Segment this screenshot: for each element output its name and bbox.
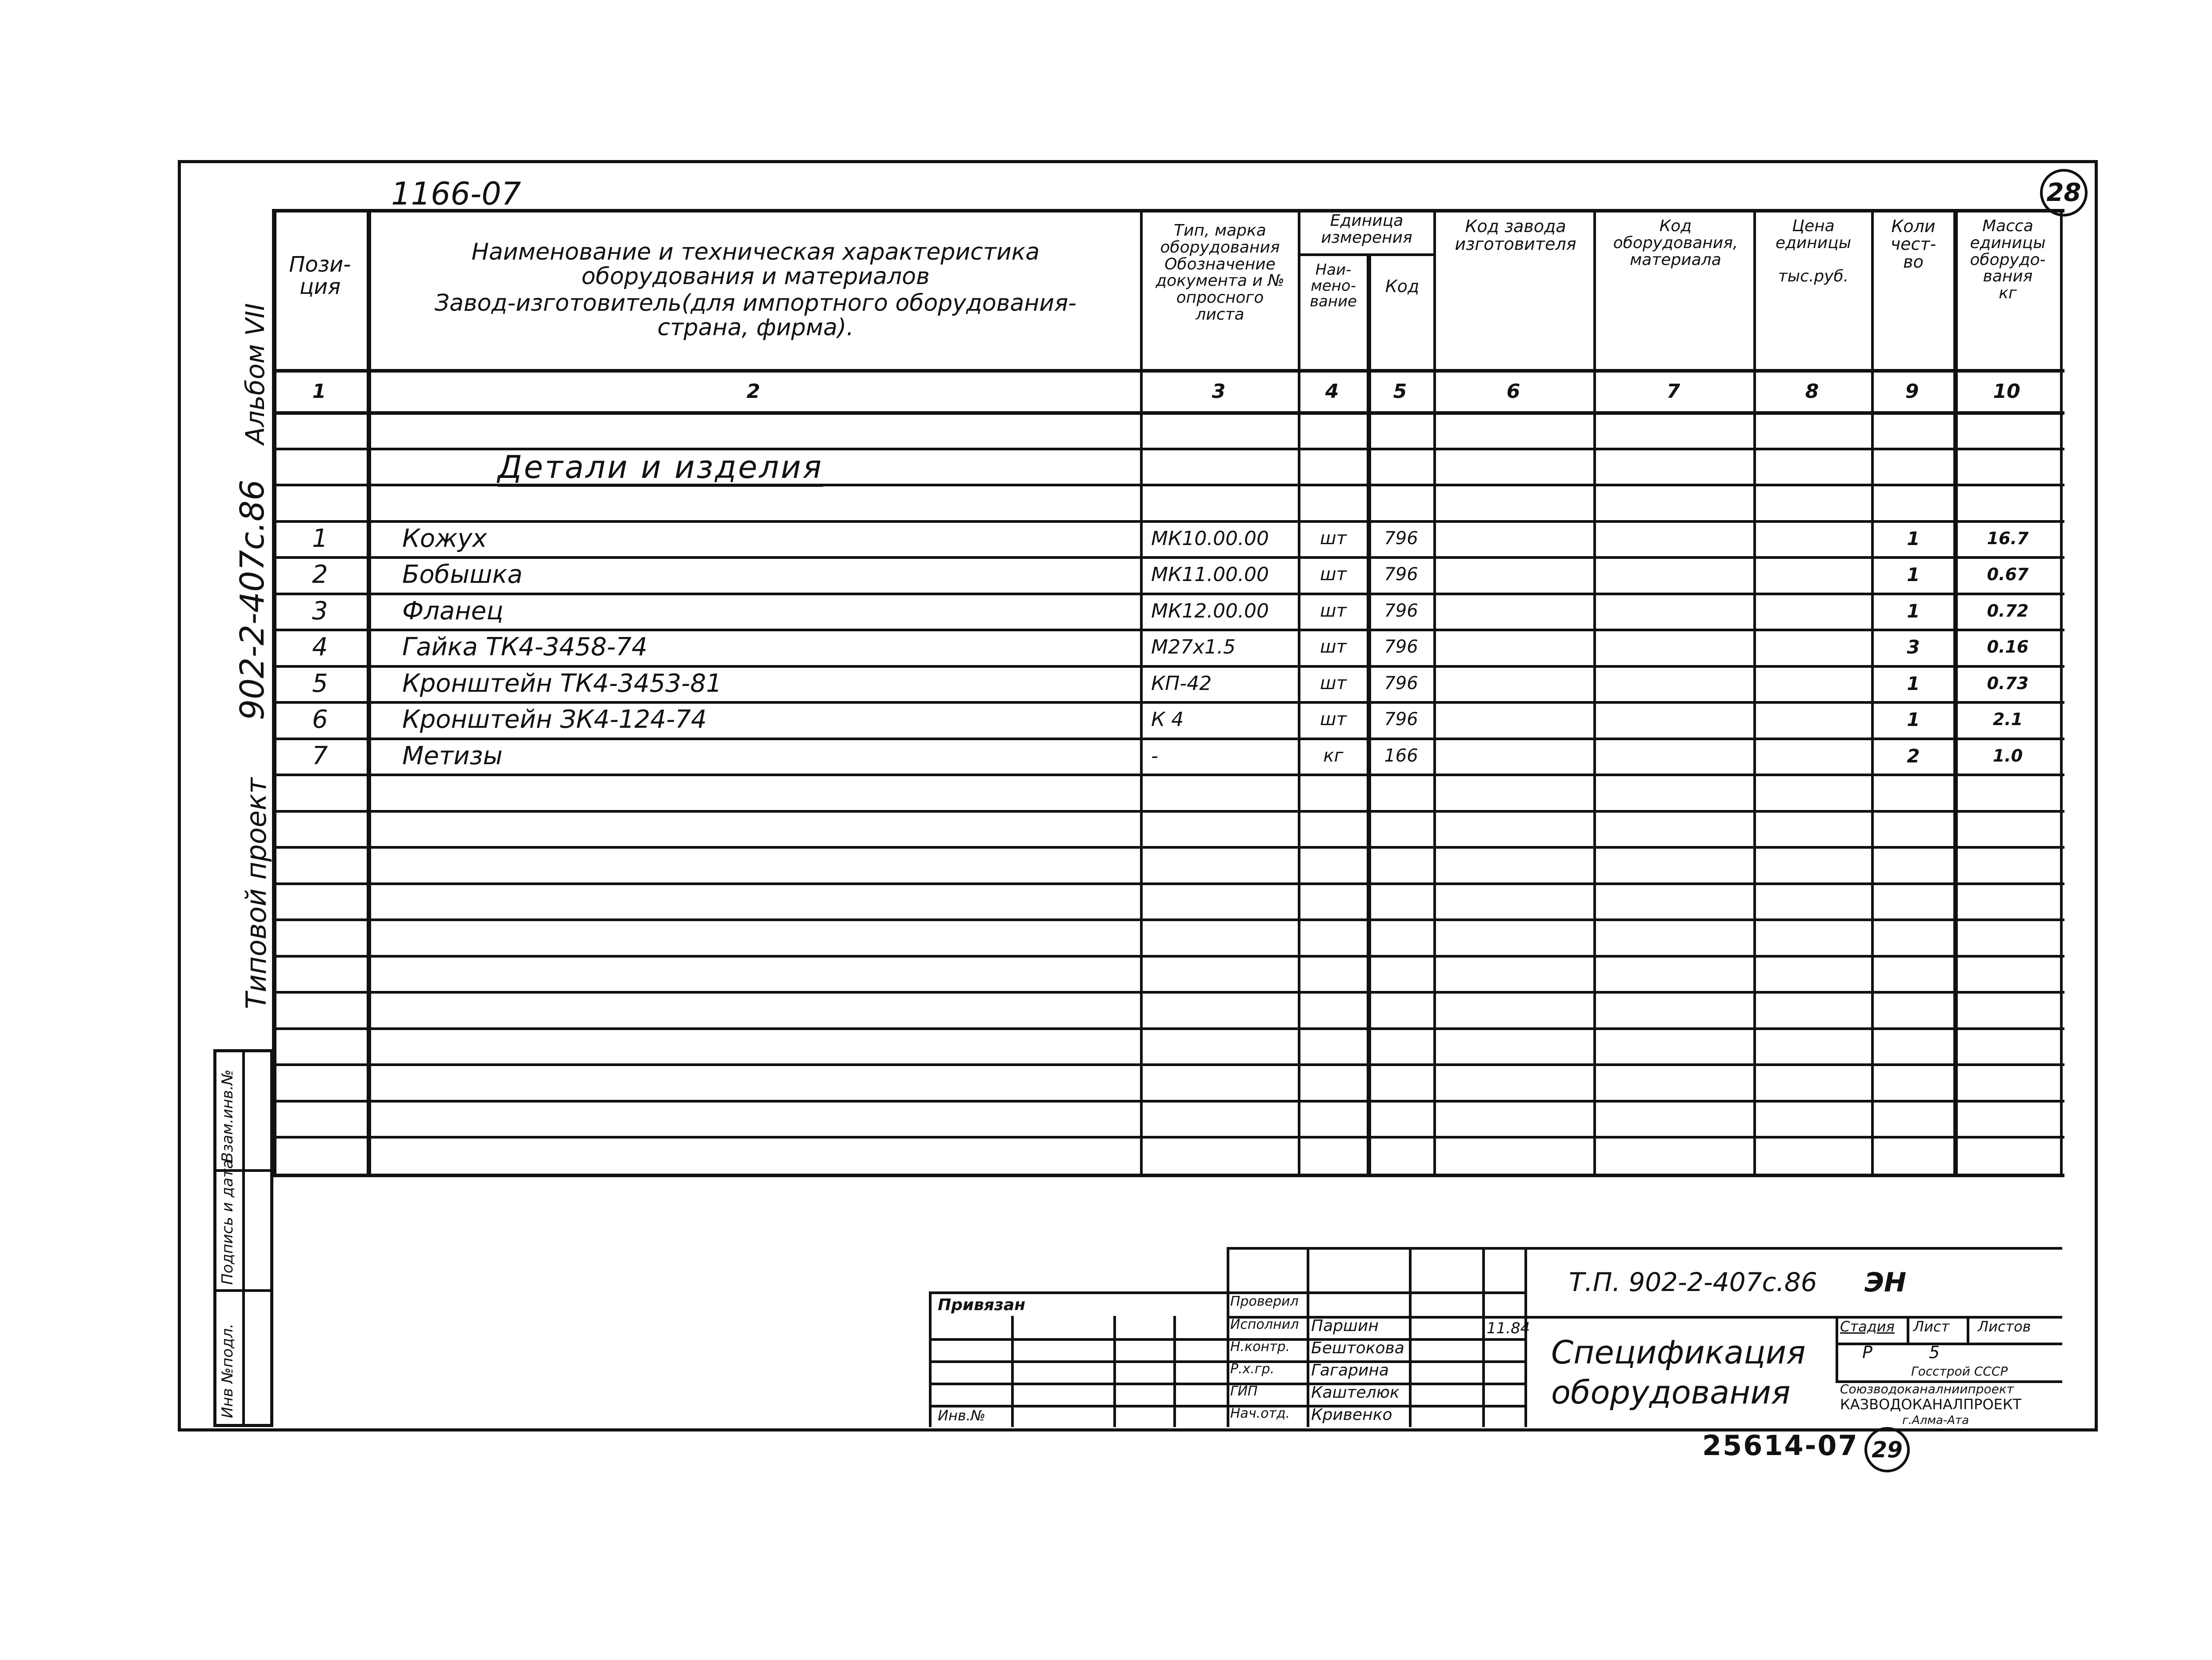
column-number: 4 [1325,380,1339,403]
sheet-mark-top: 1166-07 [391,176,521,212]
sheet-value: 5 [1929,1343,1940,1362]
row-3-qty: 1 [1907,600,1920,622]
role-label: Нач.отд. [1230,1406,1290,1421]
header-type: Тип, марка оборудования Обозначение документа и № опросного листа [1156,221,1284,324]
row-6-name: Кронштейн ЗК4-124-74 [402,705,707,734]
inv-label: Инв.№ [938,1407,986,1424]
row-7-pos: 7 [312,741,328,770]
row-3-mass: 0.72 [1987,601,2029,621]
row-7-code: 166 [1384,746,1418,766]
side-stamp-replacement: Взам.инв.№ [219,1069,236,1163]
bottom-page-circle: 29 [1864,1427,1910,1472]
header-name [373,240,1138,340]
header-name-line4: страна, фирма). [657,314,854,341]
role-label: ГИП [1230,1383,1258,1399]
row-3-code: 796 [1384,601,1418,621]
row-7-type: - [1151,744,1158,767]
row-5-code: 796 [1384,673,1418,694]
stage-value: Р [1862,1343,1872,1362]
row-7-mass: 1.0 [1992,746,2023,766]
row-7-unit: кг [1323,746,1344,766]
row-2-type: МК11.00.00 [1151,563,1269,586]
side-stamp-inv: Инв №подл. [219,1323,236,1418]
row-1-code: 796 [1384,528,1418,549]
row-1-type: МК10.00.00 [1151,527,1269,550]
column-number: 1 [312,380,326,403]
row-2-qty: 1 [1907,563,1920,585]
row-2-name: Бобышка [402,560,523,589]
header-mass: Масса единицы оборудо- вания кг [1970,217,2046,303]
archive-number: 25614-07 [1702,1429,1859,1462]
row-2-unit: шт [1320,564,1347,585]
header-name-line1: Наименование и техническая характеристика [471,239,1040,265]
row-6-mass: 2.1 [1992,710,2023,729]
column-number: 7 [1666,380,1680,403]
column-number: 8 [1805,380,1819,403]
approval-date: 11.84 [1487,1319,1530,1337]
binding-label: Привязан [938,1296,1026,1314]
row-4-code: 796 [1384,637,1418,657]
project-code: Т.П. 902-2-407с.86 [1569,1267,1817,1297]
row-3-pos: 3 [312,596,328,626]
row-6-code: 796 [1384,709,1418,730]
header-quantity: Коли чест- во [1890,217,1936,272]
role-name: Кривенко [1311,1406,1392,1424]
org-line2: Союзводоканалниипроект [1840,1382,2014,1396]
sheets-label: Листов [1978,1318,2031,1335]
section-mark: ЭН [1864,1267,1907,1298]
row-5-mass: 0.73 [1987,674,2029,693]
header-name-line2: оборудования и материалов [581,263,930,290]
row-6-type: К 4 [1151,708,1184,731]
row-4-qty: 3 [1907,636,1920,658]
row-5-name: Кронштейн ТК4-3453-81 [402,669,722,698]
role-label: Проверил [1230,1294,1299,1309]
role-name: Гагарина [1311,1361,1389,1379]
row-4-type: М27х1.5 [1151,635,1236,658]
column-number: 6 [1506,380,1520,403]
row-2-pos: 2 [312,560,328,589]
row-7-name: Метизы [402,741,503,770]
header-name-line3: Завод-изготовитель(для импортного оборудования- [434,290,1077,317]
row-4-unit: шт [1320,637,1347,657]
row-1-qty: 1 [1907,527,1920,549]
sheet-label: Лист [1913,1318,1950,1335]
row-5-qty: 1 [1907,672,1920,694]
row-6-unit: шт [1320,709,1347,730]
role-name: Паршин [1311,1317,1379,1335]
header-factory-code: Код завода изготовителя [1455,217,1576,254]
org-line1: Госстрой СССР [1911,1364,2008,1379]
row-5-type: КП-42 [1151,672,1212,695]
row-1-name: Кожух [402,524,487,553]
column-number: 5 [1393,380,1407,403]
role-label: Р.х.гр. [1230,1361,1275,1377]
row-6-pos: 6 [312,705,328,734]
sheet-title-line1: Спецификация [1551,1334,1806,1371]
role-label: Н.контр. [1230,1339,1290,1355]
header-price: Цена единицы тыс.руб. [1775,217,1852,286]
header-position: Пози- ция [289,252,351,300]
row-4-pos: 4 [312,632,328,662]
org-line3: КАЗВОДОКАНАЛПРОЕКТ [1840,1396,2022,1413]
row-1-unit: шт [1320,528,1347,549]
header-unit-group: Единица измерения [1321,212,1412,247]
row-5-pos: 5 [312,669,328,698]
drawing-frame [178,160,2098,1431]
header-unit-name: Наи- мено- вание [1309,261,1357,311]
row-1-pos: 1 [312,524,328,553]
header-equipment-code: Код оборудования, материала [1613,217,1738,269]
column-number: 10 [1993,380,2020,403]
row-3-unit: шт [1320,601,1347,621]
role-name: Каштелюк [1311,1383,1400,1402]
row-4-name: Гайка ТК4-3458-74 [402,632,648,662]
row-3-name: Фланец [402,596,504,626]
row-2-code: 796 [1384,564,1418,585]
org-line4: г.Алма-Ата [1902,1414,1969,1427]
column-number: 2 [746,380,760,403]
row-2-mass: 0.67 [1987,565,2029,584]
row-4-mass: 0.16 [1987,637,2029,657]
column-number: 9 [1905,380,1919,403]
role-label: Исполнил [1230,1317,1299,1332]
stage-label: Стадия [1840,1318,1895,1335]
side-stamp-signature: Подпись и дата [219,1159,236,1285]
margin-typical-project: Типовой проект [240,778,272,1009]
sheet-title-line2: оборудования [1551,1374,1791,1411]
row-5-unit: шт [1320,673,1347,694]
page-number-circle: 28 [2040,169,2088,217]
role-name: Бештокова [1311,1339,1404,1357]
column-number: 3 [1212,380,1226,403]
header-unit-code: Код [1385,277,1420,296]
margin-album: Альбом VII [240,303,270,445]
margin-project-code: 902-2-407с.86 [233,479,272,720]
row-3-type: МК12.00.00 [1151,599,1269,622]
row-6-qty: 1 [1907,708,1920,730]
row-7-qty: 2 [1907,745,1920,767]
section-title: Детали и изделия [498,449,824,485]
row-1-mass: 16.7 [1987,529,2029,548]
